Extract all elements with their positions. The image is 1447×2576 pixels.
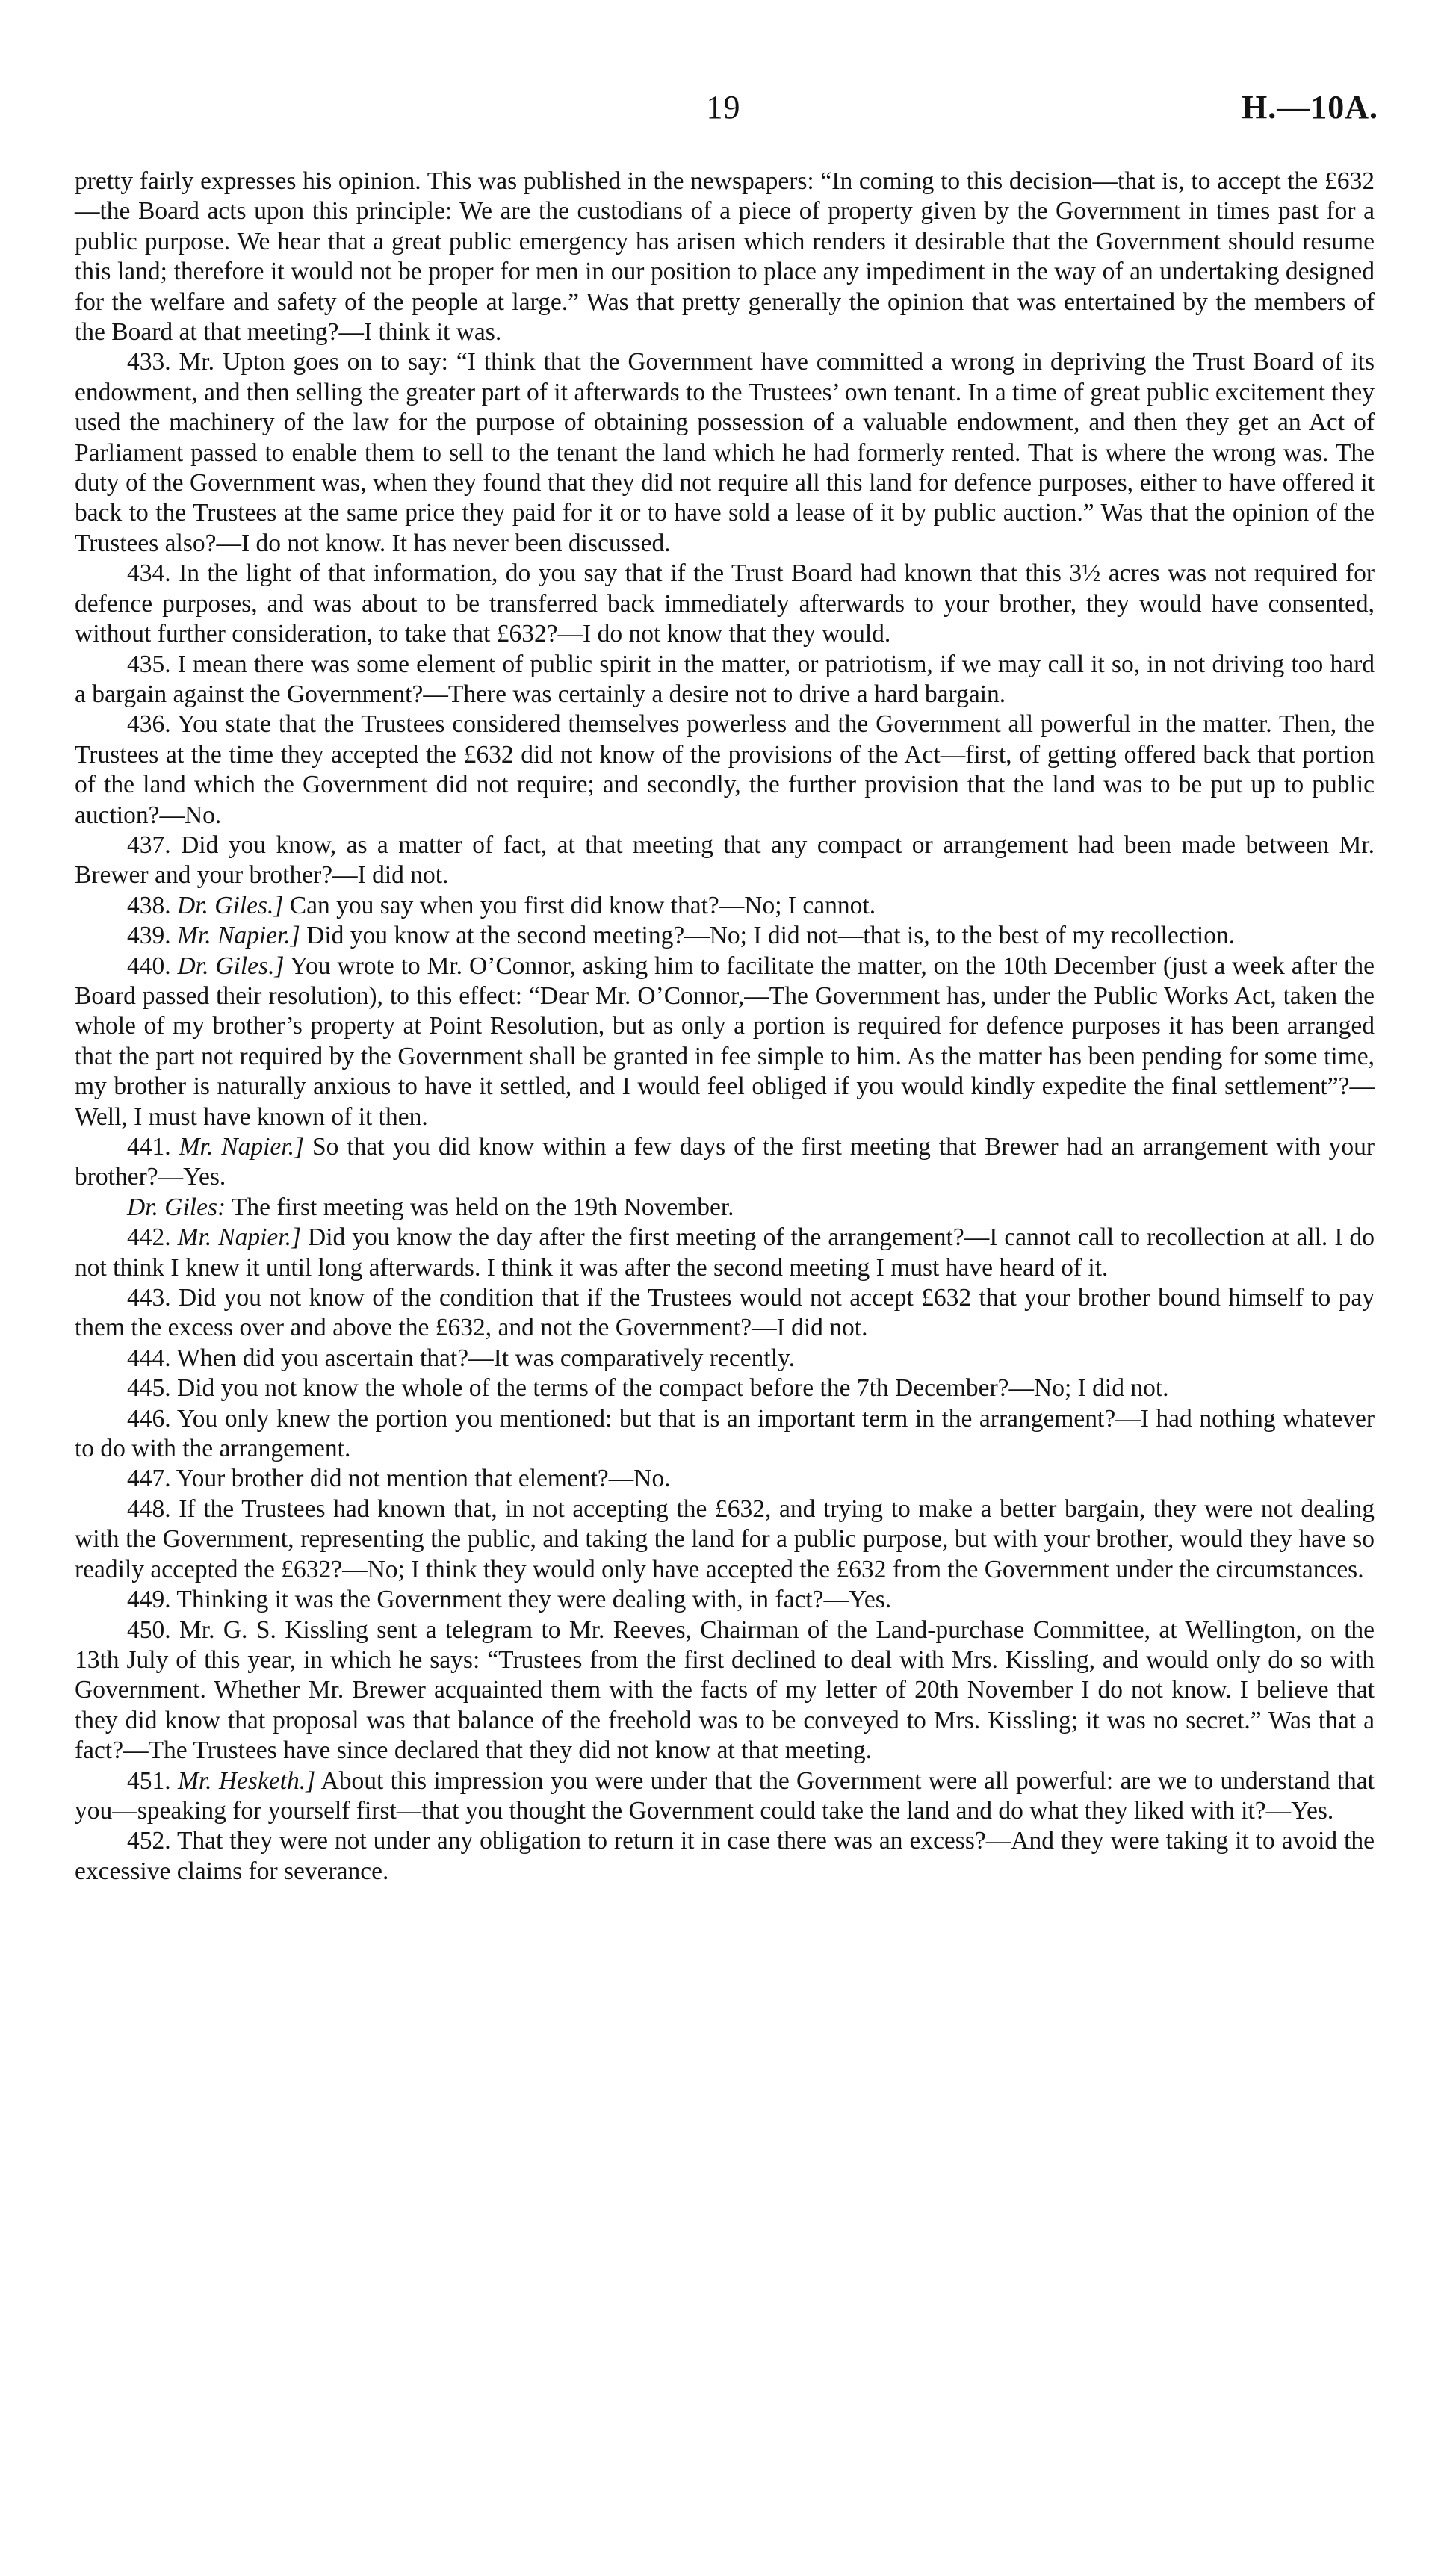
question-text: Did you know the day after the first meeting of the arrangement?—I cannot call to recollection at all. I do not think I knew it until long afterwards. I think it was after the second meeting I must have heard of it. (75, 1223, 1375, 1282)
question-438 (75, 891, 1375, 921)
question-445: 445. Did you not know the whole of the terms of the compact before the 7th December?—No; I did not. (127, 1374, 1169, 1403)
question-452: 452. That they were not under any obligation to return it in case there was an excess?—And they were taking it to avoid the excessive claims for severance. (75, 1827, 1375, 1885)
speaker-name: Dr. Giles.] (177, 891, 284, 919)
question-448: 448. If the Trustees had known that, in not accepting the £632, and trying to make a better bargain, they were not dealing with the Government, representing the public, and taking the land for a public purpose, but with your brother, would they have so readily accepted the £632?—No; I think they would only have accepted the £632 from the Government under the circumstances. (75, 1495, 1375, 1583)
speaker-name: Mr. Hesketh.] (177, 1766, 316, 1795)
page-header (0, 0, 1447, 172)
speaker-name: Mr. Napier.] (177, 922, 300, 950)
question-447: 447. Your brother did not mention that element?—No. (127, 1465, 671, 1493)
speaker-name: Dr. Giles.] (177, 952, 285, 980)
question-444: 444. When did you ascertain that?—It was comparatively recently. (127, 1344, 795, 1372)
question-434: 434. In the light of that information, do you say that if the Trust Board had known that this 3½ acres was not required for defence purposes, and was about to be transferred back immediately afterwards to your brother, they would have consented, without further consideration, to take that £632?—I do not know that they would. (75, 559, 1375, 648)
question-435: 435. I mean there was some element of public spirit in the matter, or patriotism, if we may call it so, in not driving too hard a bargain against the Government?—There was certainly a desire not to drive a hard bargain. (75, 650, 1375, 708)
speaker-name: Dr. Giles: (127, 1193, 226, 1221)
speaker-note (75, 1193, 1375, 1223)
question-text: About this impression you were under that the Government were all powerful: are we to understand that you—speaking for yourself first—that you thought the Government could take the land and do what they liked with it?—Yes. (75, 1766, 1375, 1825)
question-number: 442. (127, 1223, 178, 1252)
question-446: 446. You only knew the portion you mentioned: but that is an important term in the arrangement?—I had nothing whatever to do with the arrangement. (75, 1404, 1375, 1463)
question-text: Can you say when you first did know that?—No; I cannot. (283, 891, 876, 919)
testimony-body (75, 167, 1375, 1887)
document-reference: H.—10A. (1242, 89, 1378, 125)
question-436: 436. You state that the Trustees considered themselves powerless and the Government all powerful in the matter. Then, the Trustees at the time they accepted the £632 did not know of the provisions of the Act—first, of getting offered back that portion of the land which the Government did not require; and secondly, the further provision that the land was to be put up to public auction?—No. (75, 710, 1375, 829)
question-text: Did you know at the second meeting?—No; I did not—that is, to the best of my recollection. (300, 922, 1236, 950)
question-text: You wrote to Mr. O’Connor, asking him to facilitate the matter, on the 10th December (just a week after the Board passed their resolution), to this effect: “Dear Mr. O’Connor,—The Government has, under the Public Works Act, taken the whole of my brother’s property at Point Resolution, but as only a portion is required for defence purposes it has been arranged that the part not required by the Government shall be granted in fee simple to him. As the matter has been pending for some time, my brother is naturally anxious to have it settled, and I would feel obliged if you would kindly expedite the final settlement”?—Well, I must have known of it then. (75, 952, 1375, 1131)
question-442 (75, 1223, 1375, 1283)
speaker-name: Mr. Napier.] (179, 1133, 304, 1161)
page-number: 19 (706, 89, 741, 125)
question-437: 437. Did you know, as a matter of fact, at that meeting that any compact or arrangement had been made between Mr. Brewer and your brother?—I did not. (75, 831, 1375, 890)
question-number: 439. (127, 922, 177, 950)
question-451 (75, 1766, 1375, 1827)
question-441 (75, 1132, 1375, 1193)
note-text: The first meeting was held on the 19th November. (226, 1193, 734, 1221)
question-450: 450. Mr. G. S. Kissling sent a telegram to Mr. Reeves, Chairman of the Land-purchase Committee, at Wellington, on the 13th July of this year, in which he says: “Trustees from the first declined to deal with Mrs. Kissling, and would only do so with Government. Whether Mr. Brewer acquainted them with the facts of my letter of 20th November I do not know. I believe that they did know that proposal was that balance of the freehold was to be conveyed to Mrs. Kissling; it was no secret.” Was that a fact?—The Trustees have since declared that they did not know at that meeting. (75, 1616, 1375, 1765)
speaker-name: Mr. Napier.] (177, 1223, 302, 1252)
question-433: 433. Mr. Upton goes on to say: “I think that the Government have committed a wrong in depriving the Trust Board of its endowment, and then selling the greater part of it afterwards to the Trustees’ own tenant. In a time of great public excitement they used the machinery of the law for the purpose of obtaining possession of a valuable endowment, and then they get an Act of Parliament passed to enable them to sell to the tenant the land which he had formerly rented. That is where the wrong was. The duty of the Government was, when they found that they did not require all this land for defence purposes, either to have offered it back to the Trustees at the same price they paid for it or to have sold a lease of it by public auction.” Was that the opinion of the Trustees also?—I do not know. It has never been discussed. (75, 348, 1375, 557)
question-439 (75, 921, 1375, 951)
paragraph-continuation: pretty fairly expresses his opinion. This was published in the newspapers: “In coming to this decision—that is, to accept the £632—the Board acts upon this principle: We are the custodians of a piece of property given by the Government in times past for a public purpose. We hear that a great public emergency has arisen which renders it desirable that the Government should resume this land; therefore it would not be proper for men in our position to place any impediment in the way of an undertaking designed for the welfare and safety of the people at large.” Was that pretty generally the opinion that was entertained by the members of the Board at that meeting?—I think it was. (75, 167, 1375, 347)
question-number: 451. (127, 1766, 178, 1795)
question-number: 440. (127, 952, 178, 980)
question-440 (75, 952, 1375, 1132)
question-449: 449. Thinking it was the Government they were dealing with, in fact?—Yes. (127, 1586, 892, 1614)
question-443: 443. Did you not know of the condition that if the Trustees would not accept £632 that your brother bound himself to pay them the excess over and above the £632, and not the Government?—I did not. (75, 1284, 1375, 1342)
question-number: 438. (127, 891, 177, 919)
question-number: 441. (127, 1133, 179, 1161)
question-text: So that you did know within a few days of the first meeting that Brewer had an arrangement with your brother?—Yes. (75, 1133, 1375, 1191)
